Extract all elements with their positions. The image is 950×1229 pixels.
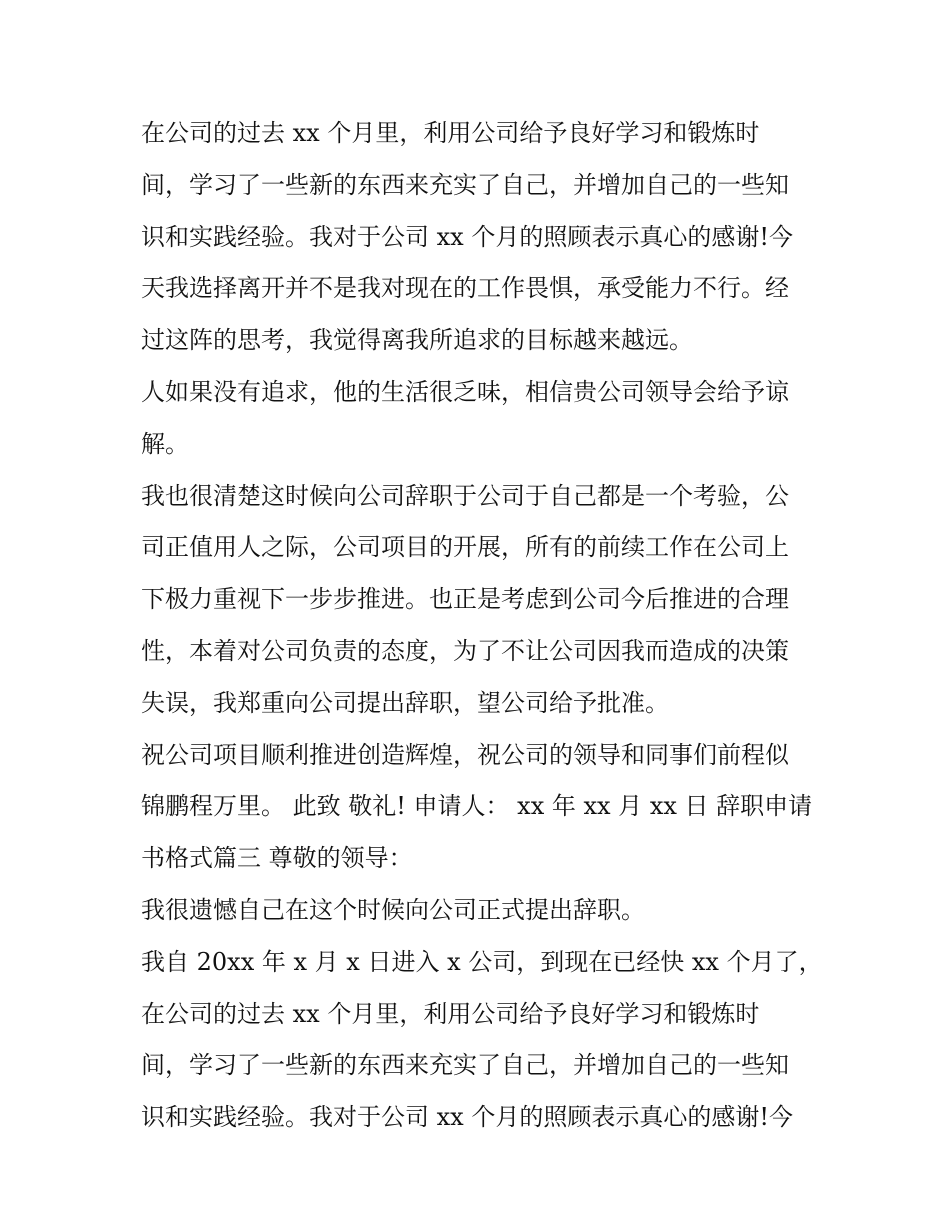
text-line: 间，学习了一些新的东西来充实了自己，并增加自己的一些知: [141, 1051, 789, 1080]
text-line: 在公司的过去 xx 个月里，利用公司给予良好学习和锻炼时: [141, 119, 760, 147]
text-line: 我也很清楚这时候向公司辞职于公司于自己都是一个考验，公: [141, 481, 789, 510]
text-line: 过这阵的思考，我觉得离我所追求的目标越来越远。: [141, 326, 693, 355]
text-line: 识和实践经验。我对于公司 xx 个月的照顾表示真心的感谢!今: [141, 1103, 793, 1132]
text-line: 我很遗憾自己在这个时候向公司正式提出辞职。: [141, 895, 645, 924]
text-line: 识和实践经验。我对于公司 xx 个月的照顾表示真心的感谢!今: [141, 222, 793, 251]
text-line: 司正值用人之际，公司项目的开展，所有的前续工作在公司上: [141, 533, 789, 562]
text-line: 下极力重视下一步步推进。也正是考虑到公司今后推进的合理: [141, 585, 789, 614]
text-line: 在公司的过去 xx 个月里，利用公司给予良好学习和锻炼时: [141, 999, 760, 1028]
text-line: 祝公司项目顺利推进创造辉煌，祝公司的领导和同事们前程似: [141, 740, 789, 769]
text-line: 解。: [141, 429, 189, 458]
text-line: 锦鹏程万里。 此致 敬礼! 申请人： xx 年 xx 月 xx 日 辞职申请: [141, 792, 813, 821]
text-line: 性，本着对公司负责的态度，为了不让公司因我而造成的决策: [141, 636, 789, 665]
document-body: [141, 108, 821, 1144]
text-line: 书格式篇三 尊敬的领导：: [141, 844, 413, 873]
text-line: 间，学习了一些新的东西来充实了自己，并增加自己的一些知: [141, 170, 789, 199]
text-line: 我自 20xx 年 x 月 x 日进入 x 公司，到现在已经快 xx 个月了，: [141, 947, 823, 976]
text-line: 失误，我郑重向公司提出辞职，望公司给予批准。: [141, 688, 669, 717]
text-line: 天我选择离开并不是我对现在的工作畏惧，承受能力不行。经: [141, 274, 789, 303]
text-line: 人如果没有追求，他的生活很乏味，相信贵公司领导会给予谅: [141, 377, 789, 406]
